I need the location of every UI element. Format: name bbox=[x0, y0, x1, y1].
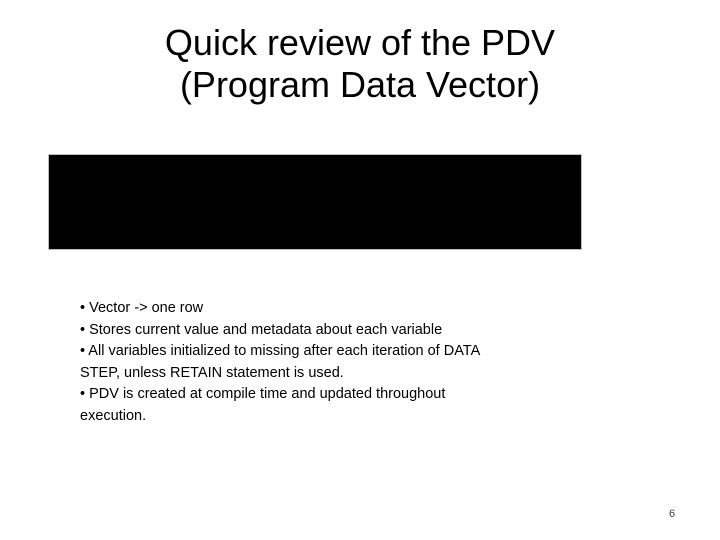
pdv-col-name-age: Age bbox=[469, 163, 498, 180]
pdv-col-name-inpt-id: Inpt_ID bbox=[332, 163, 383, 180]
page-number: 6 bbox=[668, 508, 676, 520]
pdv-table bbox=[48, 154, 582, 250]
slide-title-line-1: Quick review of the PDV bbox=[164, 22, 556, 63]
pdv-col-meta-error: TYPE=NUMERIC, LENGTH=8, DROP=NO, RETAIN=NO bbox=[182, 184, 301, 206]
pdv-col-value-n: 1 bbox=[57, 228, 66, 245]
pdv-col-value-inpt-id: 35 bbox=[332, 228, 349, 245]
slide-title-line-2: (Program Data Vector) bbox=[179, 64, 541, 105]
pdv-col-name-error: _ERROR_ bbox=[182, 163, 253, 180]
bullet-item: • Vector -> one row bbox=[80, 300, 204, 316]
bullet-item: • All variables initialized to missing after each iteration of DATA STEP, unless RETAIN statement is used. bbox=[80, 343, 480, 381]
bullet-item: • PDV is created at compile time and updated throughout execution. bbox=[80, 386, 446, 424]
pdv-col-meta-n: TYPE=NUMERIC, LENGTH=8, DROP=NO, RETAIN=NO bbox=[57, 184, 151, 218]
pdv-col-meta-inpt-id: TYPE=NUMERIC, LENGTH=8, DROP=NO, RETAIN=NO bbox=[332, 184, 451, 206]
slide-title bbox=[0, 22, 720, 106]
pdv-col-value-age: 67 bbox=[469, 228, 486, 245]
bullet-item: • Stores current value and metadata about each variable bbox=[80, 321, 443, 338]
pdv-col-value-error: 0 bbox=[182, 228, 191, 245]
pdv-col-name-n: _N_ bbox=[57, 163, 85, 180]
bullet-list bbox=[80, 298, 510, 428]
pdv-col-meta-age: TYPE=NUMERIC, LENGTH=3, DROP=NO, RETAIN=NO bbox=[469, 184, 563, 218]
